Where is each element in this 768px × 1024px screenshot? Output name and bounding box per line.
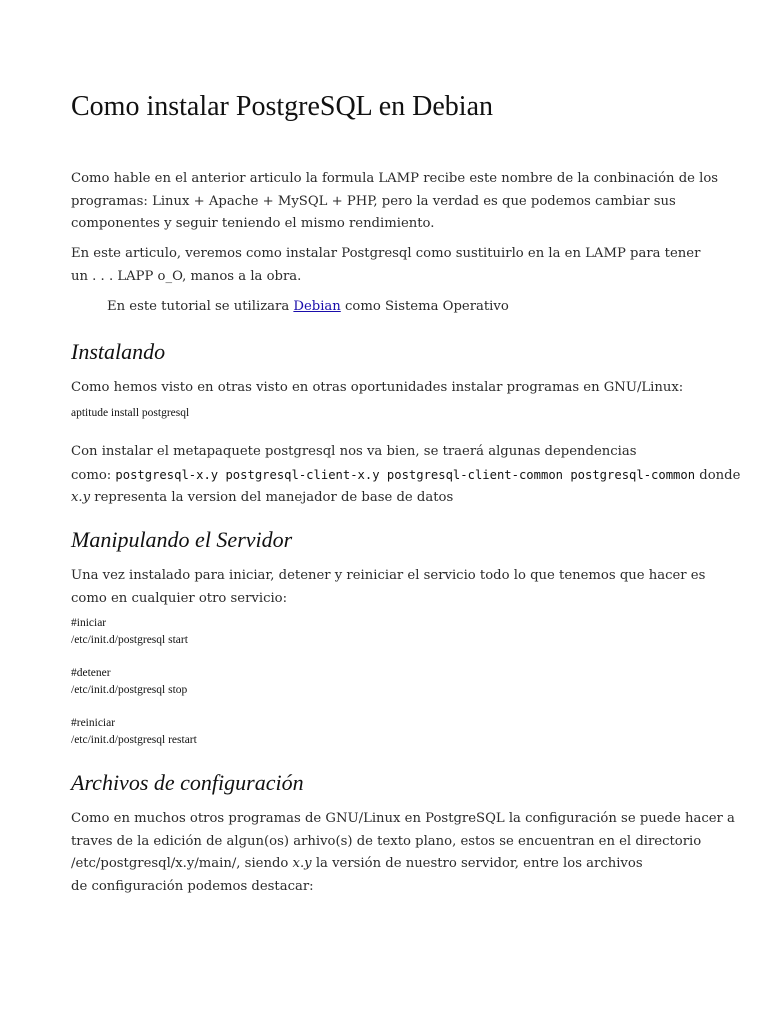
intro-paragraph-3 — [71, 296, 509, 319]
text-line: Como hable en el anterior articulo la formula LAMP recibe este nombre de la conbinación de los — [71, 171, 719, 186]
code-line: aptitude install postgresql — [71, 407, 190, 419]
text-line: un . . . LAPP o_O, manos a la obra. — [71, 268, 302, 284]
text-line: En este articulo, veremos como instalar Postgresql como sustituirlo en la en LAMP para tener — [71, 246, 701, 261]
debian-link[interactable]: Debian — [293, 299, 341, 314]
text-line: de configuración podemos destacar: — [71, 878, 314, 894]
text-line — [71, 853, 735, 876]
code-line: /etc/init.d/postgresql stop — [71, 684, 188, 696]
heading-archivos-configuracion: Archivos de configuración — [71, 770, 304, 795]
package-list: postgresql-x.y postgresql-client-x.y postgresql-client-common postgresql-common — [115, 467, 696, 482]
code-comment: #iniciar — [71, 617, 107, 629]
text-line: componentes y seguir teniendo el mismo rendimiento. — [71, 216, 435, 231]
intro-paragraph-1 — [71, 168, 718, 236]
version-variable: x.y — [292, 856, 312, 871]
heading-manipulando-servidor: Manipulando el Servidor — [71, 527, 293, 552]
page-title: Como instalar PostgreSQL en Debian — [71, 91, 494, 122]
text-donde: donde — [695, 467, 741, 483]
archivos-paragraph — [71, 808, 735, 898]
text-path: /etc/postgresql/x.y/main/, siendo — [71, 856, 293, 871]
install-command — [71, 405, 189, 422]
instalando-paragraph-2 — [71, 441, 740, 510]
text-line — [71, 487, 740, 510]
text-line: como en cualquier otro servicio: — [71, 590, 288, 606]
instalando-paragraph-1 — [71, 377, 683, 400]
text-line: traves de la edición de algun(os) arhivo(s) de texto plano, estos se encuentran en el directorio — [71, 833, 702, 849]
text-line — [71, 464, 740, 488]
text-rest: representa la version del manejador de base de datos — [90, 490, 454, 505]
text-before-link: En este tutorial se utilizara — [107, 299, 294, 314]
text-line: programas: Linux + Apache + MySQL + PHP, pero la verdad es que podemos cambiar sus — [71, 193, 676, 209]
text-after-link: como Sistema Operativo — [340, 299, 509, 314]
text-line: Como hemos visto en otras visto en otras oportunidades instalar programas en GNU/Linux: — [71, 380, 684, 395]
text-como: como: — [71, 467, 116, 483]
code-block-iniciar — [71, 615, 188, 649]
text-line: Como en muchos otros programas de GNU/Linux en PostgreSQL la configuración se puede hacer a — [71, 811, 735, 826]
code-comment: #reiniciar — [71, 717, 116, 729]
text-line — [107, 296, 509, 319]
code-line: /etc/init.d/postgresql restart — [71, 734, 197, 746]
code-line: /etc/init.d/postgresql start — [71, 634, 188, 646]
version-variable: x.y — [71, 490, 91, 505]
text-rest: la versión de nuestro servidor, entre los archivos — [311, 856, 643, 871]
servidor-paragraph — [71, 565, 705, 610]
code-block-detener — [71, 665, 187, 699]
code-comment: #detener — [71, 667, 111, 679]
heading-instalando: Instalando — [71, 339, 166, 364]
intro-paragraph-2 — [71, 243, 700, 288]
text-line: Una vez instalado para iniciar, detener y reiniciar el servicio todo lo que tenemos que hacer es — [71, 568, 706, 583]
code-block-reiniciar — [71, 715, 197, 749]
text-line: Con instalar el metapaquete postgresql nos va bien, se traerá algunas dependencias — [71, 444, 637, 459]
